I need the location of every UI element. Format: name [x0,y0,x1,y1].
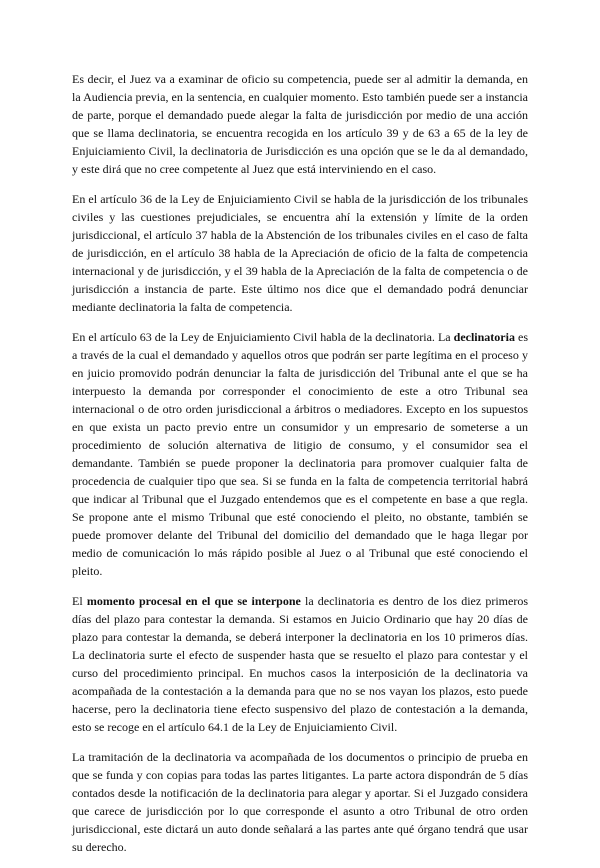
bold-term-declinatoria: declinatoria [453,330,515,344]
text-segment: Es decir, el Juez va a examinar de oficio su competencia, puede ser al admitir la demanda, en la Audiencia previa, en la sentencia, en cualquier momento. Esto también puede ser a instancia de parte, porque el demandado puede alegar la falta de jurisdicción por medio de una acción que se llama declinatoria, se encuentra recogida en los artículo 39 y de 63 a 65 de la ley de Enjuiciamiento Civil, la declinatoria de Jurisdicción es una opción que se le da al demandado, y este dirá que no cree competente al Juez que está interviniendo en el caso. [72,72,528,176]
text-segment: La tramitación de la declinatoria va acompañada de los documentos o principio de prueba en que se funda y con copias para todas las partes litigantes. La parte actora dispondrán de 5 días contados desde la notificación de la declinatoria para alegar y aportar. Si el Juzgado considera que carece de jurisdicción por lo que corresponde el asunto a otro Tribunal de otro orden jurisdiccional, este dictará un auto donde señalará a las partes ante qué órgano tendrá que usar su derecho. [72,750,528,854]
text-segment: El [72,594,87,608]
bold-term-momento-procesal: momento procesal en el que se interpone [86,594,301,608]
paragraph-2 [72,190,528,316]
paragraph-4 [72,592,528,736]
text-segment: la declinatoria es dentro de los diez primeros días del plazo para contestar la demanda. Si estamos en Juicio Ordinario que hay 20 días de plazo para contestar la demanda, se deberá interponer la declinatoria en los 10 primeros días. La declinatoria surte el efecto de suspender hasta que se resuelto el plazo para contestar y el curso del procedimiento principal. En muchos casos la interposición de la declinatoria va acompañada de la contestación a la demanda para que no se nos vayan los plazos, esto puede hacerse, pero la declinatoria tiene efecto suspensivo del plazo de contestación a la demanda, esto se recoge en el artículo 64.1 de la Ley de Enjuiciamiento Civil. [72,594,528,734]
paragraph-1 [72,70,528,178]
text-segment: En el artículo 36 de la Ley de Enjuiciamiento Civil se habla de la jurisdicción de los tribunales civiles y las cuestiones prejudiciales, se encuentra ahí la extensión y límite de la orden jurisdiccional, el artículo 37 habla de la Abstención de los tribunales civiles en el caso de falta de jurisdicción, en el artículo 38 habla de la Apreciación de oficio de la falta de competencia internacional y de jurisdicción, y el 39 habla de la Apreciación de la falta de competencia o de jurisdicción a instancia de parte. Este último nos dice que el demandado podrá denunciar mediante declinatoria la falta de competencia. [72,192,528,314]
paragraph-3 [72,328,528,580]
paragraph-5 [72,748,528,856]
document-page [72,70,528,868]
text-segment: En el artículo 63 de la Ley de Enjuiciamiento Civil habla de la declinatoria. La [72,330,454,344]
text-segment: es a través de la cual el demandado y aquellos otros que podrán ser parte legítima en el proceso y en juicio promovido podrán denunciar la falta de jurisdicción del Tribunal ante el que se ha interpuesto la demanda por corresponder el conocimiento de este a otro Tribunal sea internacional o de otro orden jurisdiccional a árbitros o mediadores. Excepto en los supuestos en que exista un pacto previo entre un consumidor y un empresario de someterse a un procedimiento de solución alternativa de litigio de consumo, y el consumidor sea el demandante. También se puede proponer la declinatoria para promover cualquier falta de procedencia de cualquier tipo que sea. Si se funda en la falta de competencia territorial habrá que indicar al Tribunal que el Juzgado entendemos que es el competente en base a que regla. Se propone ante el mismo Tribunal que esté conociendo el pleito, no obstante, también se puede promover delante del Tribunal del domicilio del demandado que le haga llegar por medio de comunicación lo más rápido posible al Juez o al Tribunal que esté conociendo el pleito. [72,330,528,578]
